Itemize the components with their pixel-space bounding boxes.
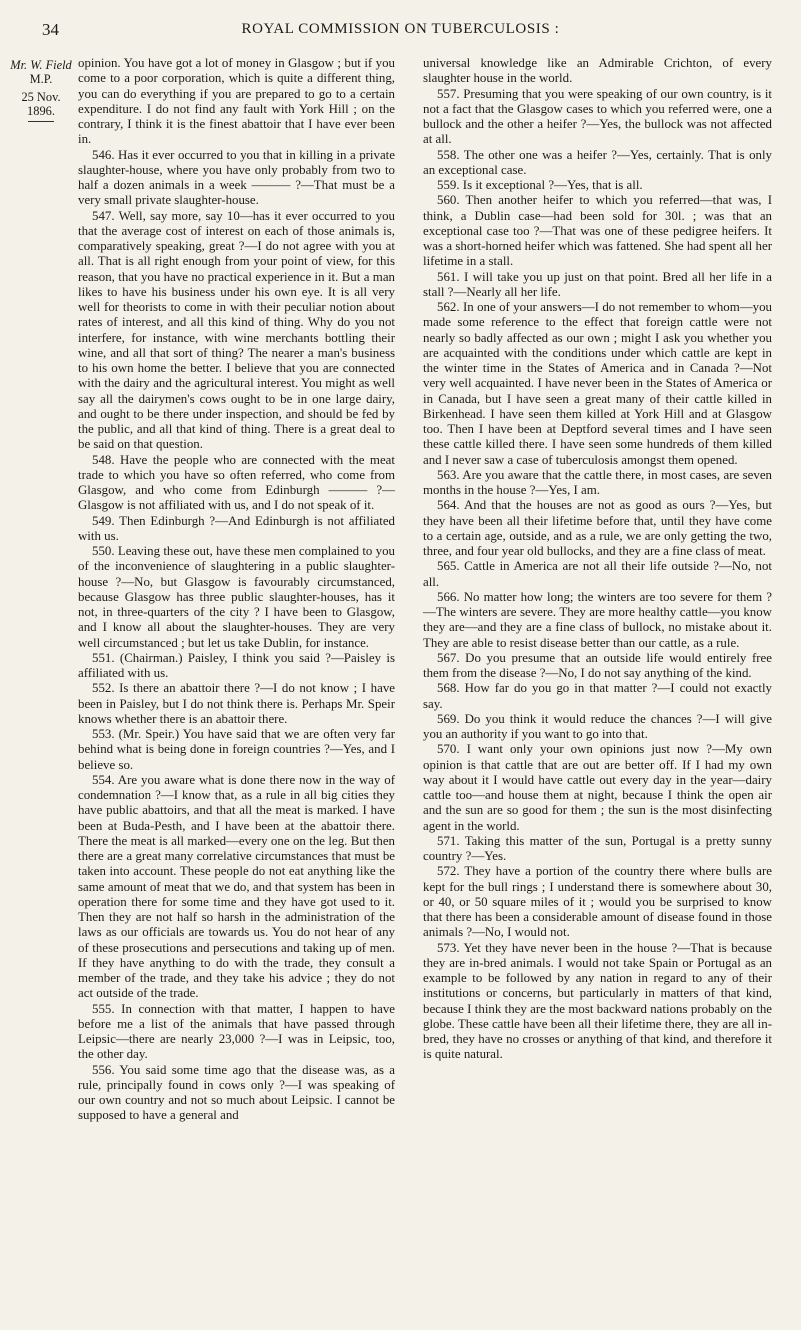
paragraph: 562. In one of your answers—I do not remember to whom—you made some reference to the effect that foreign cattle were not nearly so badly affected as our own ; might I ask you whether you are acquainted with the conditions under which cattle are kept in the winter time in the States of America and in Canada ?—Not very well acquainted. I have never been in the States of America or in Canada, but I have seen a great many of their cattle killed in Birkenhead. I have seen them killed at York Hill and at Glasgow too. Then I have been at Deptford several times and I have seen these cattle killed there. I have seen some hundreds of them killed and I never saw a case of tuberculosis amongst them opened. — [423, 300, 772, 467]
margin-note — [10, 58, 72, 122]
paragraph: 572. They have a portion of the country there where bulls are kept for the bull rings ; I understand there is somewhere about 30, or 40, or 50 square miles of it ; would you be surprised to know that there has been a considerable amount of disease found in those animals ?—No, I would not. — [423, 864, 772, 940]
paragraph: 548. Have the people who are connected with the meat trade to which you have so often referred, who come from Glasgow, and who come from Edinburgh ——— ?—Glasgow is not affiliated with us, and I do not speak of it. — [78, 452, 395, 513]
paragraph: 567. Do you presume that an outside life would entirely free them from the disease ?—No, I do not say anything of the kind. — [423, 650, 772, 680]
paragraph: 553. (Mr. Speir.) You have said that we are often very far behind what is being done in foreign countries ?—Yes, and I believe so. — [78, 727, 395, 772]
paragraph: 573. Yet they have never been in the house ?—That is because they are in-bred animals. I would not take Spain or Portugal as an example to be followed by any nation in regard to any of their institutions or concerns, but particularly in matters of that kind, because I think they are the most backward nations probably on the globe. These cattle have been all their lifetime there, they are all in-bred, they have no crosses or anything of that kind, and therefore it is quite natural. — [423, 940, 772, 1062]
page-number: 34 — [42, 20, 59, 39]
paragraph: 561. I will take you up just on that point. Bred all her life in a stall ?—Nearly all her life. — [423, 269, 772, 299]
paragraph: universal knowledge like an Admirable Crichton, of every slaughter house in the world. — [423, 56, 772, 86]
paragraph: 564. And that the houses are not as good as ours ?—Yes, but they have been all their lifetime before that, until they have come to a certain age, outside, and as a rule, we are only getting the two, three, and four year old bullocks, and they are a fine class of meat. — [423, 498, 772, 558]
witness-suffix: M.P. — [29, 72, 53, 86]
session-date: 25 Nov. 1896. — [21, 90, 61, 118]
paragraph: 555. In connection with that matter, I happen to have before me a list of the animals that have passed through Leipsic—there are nearly 23,000 ?—I was in Leipsic, too, the other day. — [78, 1001, 395, 1062]
right-column — [423, 56, 772, 1063]
paragraph: opinion. You have got a lot of money in Glasgow ; but if you come to a poor corporation, which is quite a different thing, you can do everything if you are prepared to go to a certain expenditure. I do not find any fault with York Hill ; on the contrary, I think it is the finest abattoir that I have ever been in. — [78, 56, 395, 147]
paragraph: 557. Presuming that you were speaking of our own country, is it not a fact that the Glasgow cases to which you referred were, one a bullock and the other a heifer ?—Yes, the bullock was not affected at all. — [423, 86, 772, 147]
margin-rule — [28, 121, 54, 122]
running-title: ROYAL COMMISSION ON TUBERCULOSIS : — [241, 21, 560, 37]
page-header — [0, 20, 801, 46]
paragraph: 565. Cattle in America are not all their life outside ?—No, not all. — [423, 559, 772, 589]
paragraph: 552. Is there an abattoir there ?—I do not know ; I have been in Paisley, but I do not think there is. Perhaps Mr. Speir knows whether there is an abattoir there. — [78, 681, 395, 726]
paragraph: 551. (Chairman.) Paisley, I think you said ?—Paisley is affiliated with us. — [78, 650, 395, 680]
paragraph: 547. Well, say more, say 10—has it ever occurred to you that the average cost of interest on each of those animals is, comparatively speaking, great ?—I do not agree with you at all. That is all right enough from your point of view, for this reason, that you have no practical experience in it. But a man likes to have his business under his own eye. It is all very well for theorists to come in with their peculiar notion about rates of interest, and all this kind of thing. Why do you not interfere, for instance, with wine merchants bottling their wine, and all that sort of thing? The nearer a man's business to his own home the better. I believe that you are connected with the dairy and the agricultural interest. You might as well say all the dairymen's cows ought to be in one large dairy, and ought to be there under inspection, and should be fed by the public, and all that kind of thing. There is a great deal to be said on that question. — [78, 208, 395, 452]
paragraph: 559. Is it exceptional ?—Yes, that is all. — [437, 178, 643, 192]
paragraph: 549. Then Edinburgh ?—And Edinburgh is not affiliated with us. — [78, 513, 395, 543]
paragraph: 566. No matter how long; the winters are too severe for them ?—The winters are severe. They are more healthy cattle—you know they are—and they are a fine class of bullock, no mistake about it. They are able to resist disease better than our cattle, as a rule. — [423, 589, 772, 650]
paragraph: 569. Do you think it would reduce the chances ?—I will give you an authority if you want to go into that. — [423, 711, 772, 741]
paragraph: 568. How far do you go in that matter ?—I could not exactly say. — [423, 681, 772, 711]
paragraph: 560. Then another heifer to which you referred—that was, I think, a Dublin case—had been sold for 30l. ; was that an exceptional case too ?—That was one of these pedigree heifers. It was a short-horned heifer which was fattened. She had spent all her lifetime in a stall. — [423, 193, 772, 269]
paragraph: 556. You said some time ago that the disease was, as a rule, principally found in cows only ?—I was speaking of our own country and not so much about Leipsic. I cannot be supposed to have a general and — [78, 1062, 395, 1123]
witness-name: Mr. W. Field — [10, 58, 72, 72]
paragraph: 550. Leaving these out, have these men complained to you of the inconvenience of slaughtering in a public slaughter-house ?—No, but Glasgow is favourably circumstanced, because Glasgow has three public slaughter-houses, has it not, in three-quarters of the city ? I have been to Glasgow, and I know all about the slaughter-houses. They are very well circumstanced ; but let us take Dublin, for instance. — [78, 544, 395, 650]
paragraph: 558. The other one was a heifer ?—Yes, certainly. That is only an exceptional case. — [423, 147, 772, 177]
paragraph: 563. Are you aware that the cattle there, in most cases, are seven months in the house ?—Yes, I am. — [423, 467, 772, 497]
left-column — [78, 56, 395, 1124]
paragraph: 570. I want only your own opinions just now ?—My own opinion is that cattle that are out are better off. If I had my own way about it I would have cattle out every day in the year—dairy cattle too—and house them at night, because I think the open air and the sun are so good for them ; the sun is the most disinfecting agent in the world. — [423, 742, 772, 833]
paragraph: 546. Has it ever occurred to you that in killing in a private slaughter-house, where you have only probably from two to half a dozen animals in a week ——— ?—That must be a very small private slaughter-house. — [78, 147, 395, 208]
paragraph: 571. Taking this matter of the sun, Portugal is a pretty sunny country ?—Yes. — [423, 833, 772, 863]
paragraph: 554. Are you aware what is done there now in the way of condemnation ?—I know that, as a rule in all big cities they have public abattoirs, and that all the meat is marked. I have been at Buda-Pesth, and I have been at the abattoir there. There the meat is all marked—every one on the leg. But then there are a great many correlative circumstances that must be taken into account. These people do not eat anything like the same amount of meat that we do, and that system has been in operation there for some time and they have got used to it. Then they are not half so harsh in the administration of the laws as our officials are towards us. You do not hear of any of these prosecutions and persecutions and taking up of men. If they have anything to do with the trade, they consult a member of the trade, and they take his advice ; they do not act outside of the trade. — [78, 772, 395, 1001]
